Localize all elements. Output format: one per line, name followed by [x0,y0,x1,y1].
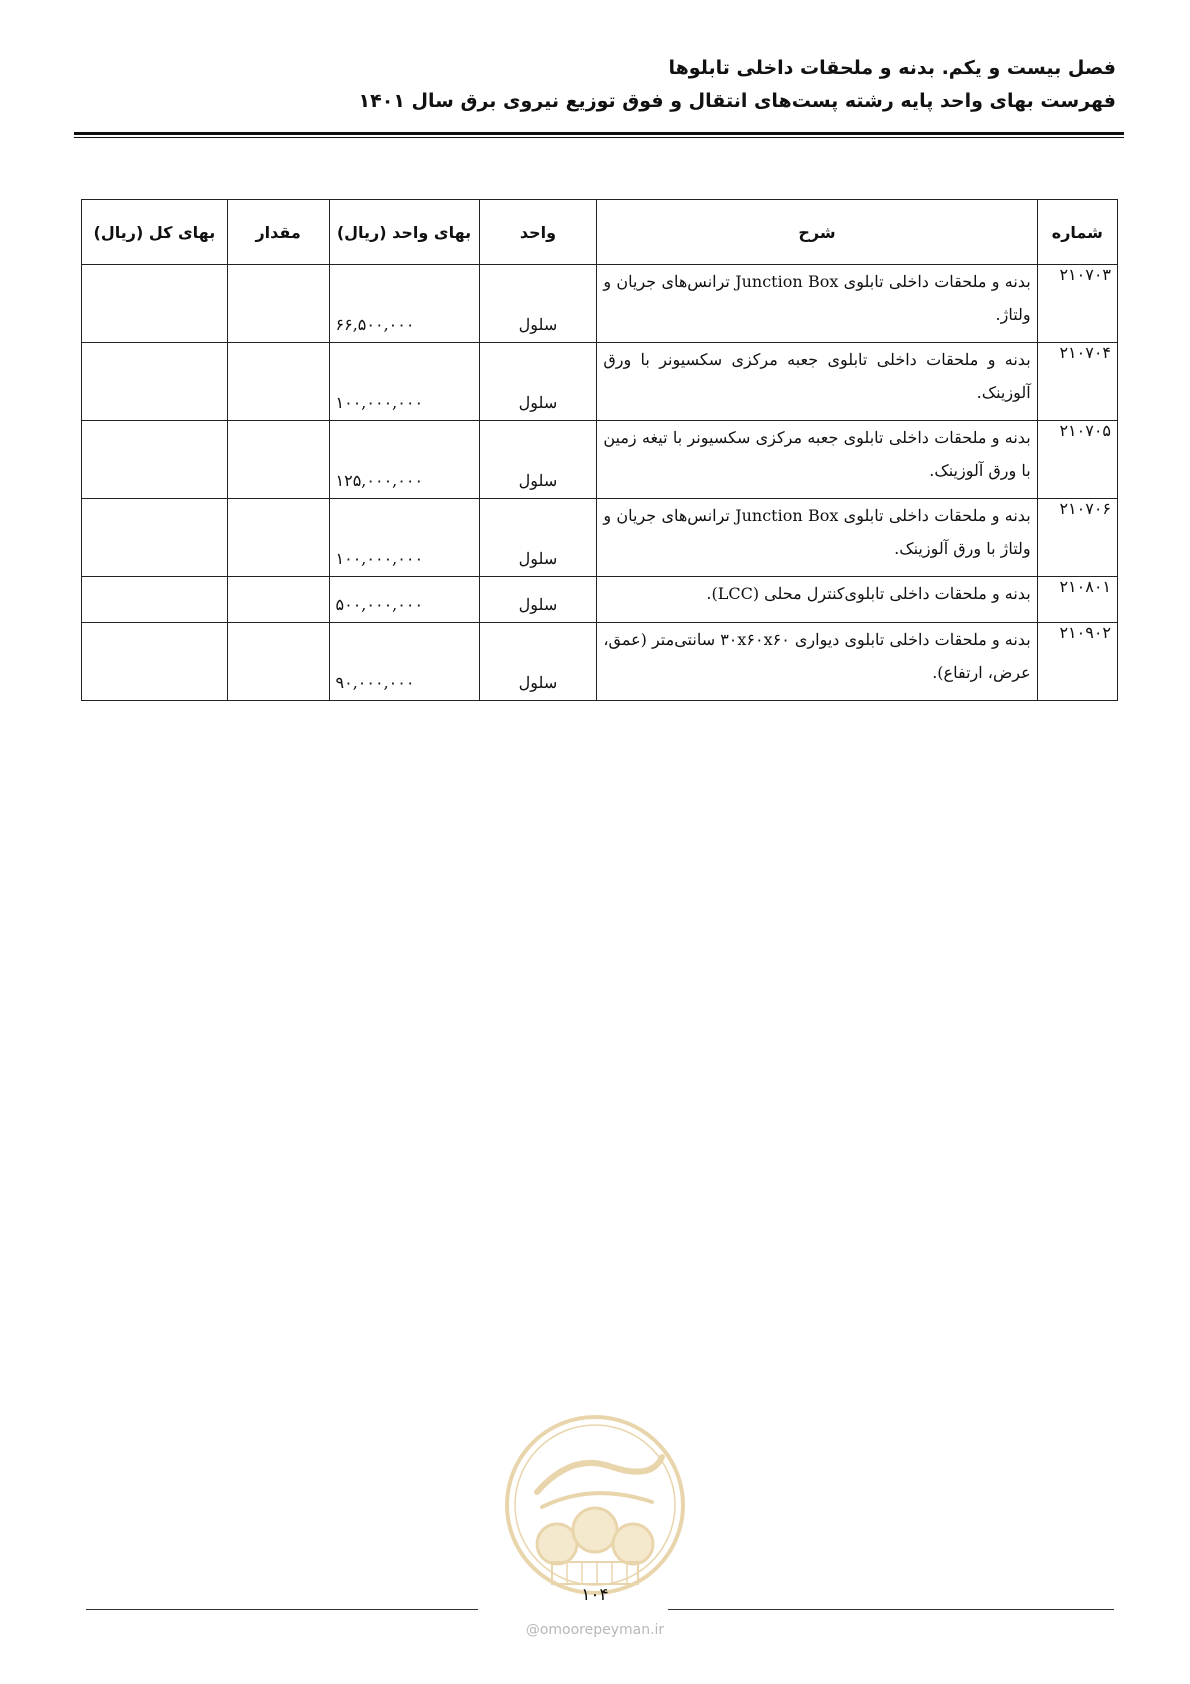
col-header-qty: مقدار [227,200,329,265]
page-header [66,54,1116,116]
row-unit: سلول [479,343,597,421]
watermark-seal-icon [502,1412,688,1598]
row-unit-price: ۱۲۵,۰۰۰,۰۰۰ [329,421,479,499]
row-unit-price: ۱۰۰,۰۰۰,۰۰۰ [329,343,479,421]
row-code: ۲۱۰۷۰۵ [1037,421,1117,499]
row-unit-price: ۵۰۰,۰۰۰,۰۰۰ [329,577,479,623]
website-watermark: @omoorepeyman.ir [525,1622,665,1638]
col-header-code: شماره [1037,200,1117,265]
col-header-unit: واحد [479,200,597,265]
row-total-price [82,623,228,701]
row-quantity [227,421,329,499]
row-description: بدنه و ملحقات داخلی تابلوی دیواری ۳۰x۶۰x۶۰ سانتی‌متر (عمق، عرض، ارتفاع). [597,623,1037,701]
row-code: ۲۱۰۷۰۴ [1037,343,1117,421]
row-unit: سلول [479,265,597,343]
page-number: ۱۰۴ [581,1585,609,1605]
row-unit: سلول [479,499,597,577]
row-total-price [82,265,228,343]
row-unit-price: ۱۰۰,۰۰۰,۰۰۰ [329,499,479,577]
header-rule-thin [74,137,1124,138]
row-unit: سلول [479,577,597,623]
price-list-title: فهرست بهای واحد پایه رشته پست‌های انتقال و فوق توزیع نیروی برق سال ۱۴۰۱ [358,90,1116,112]
row-total-price [82,343,228,421]
table-row [82,499,1118,577]
col-header-unit-price: بهای واحد (ریال) [329,200,479,265]
row-description: بدنه و ملحقات داخلی تابلوی Junction Box ترانس‌های جریان و ولتاژ. [597,265,1037,343]
row-code: ۲۱۰۷۰۶ [1037,499,1117,577]
row-quantity [227,499,329,577]
row-total-price [82,577,228,623]
row-description: بدنه و ملحقات داخلی تابلوی جعبه مرکزی سکسیونر با تیغه زمین با ورق آلوزینک. [597,421,1037,499]
row-code: ۲۱۰۷۰۳ [1037,265,1117,343]
row-code: ۲۱۰۹۰۲ [1037,623,1117,701]
row-total-price [82,499,228,577]
row-description: بدنه و ملحقات داخلی تابلوی Junction Box ترانس‌های جریان و ولتاژ با ورق آلوزینک. [597,499,1037,577]
chapter-title: فصل بیست و یکم. بدنه و ملحقات داخلی تابلوها [668,57,1116,79]
row-description: بدنه و ملحقات داخلی تابلوی جعبه مرکزی سکسیونر با ورق آلوزینک. [597,343,1037,421]
row-quantity [227,623,329,701]
table-row [82,343,1118,421]
col-header-desc: شرح [597,200,1037,265]
row-quantity [227,577,329,623]
row-total-price [82,421,228,499]
table-row [82,265,1118,343]
table-row [82,421,1118,499]
table-row [82,623,1118,701]
row-unit-price: ۶۶,۵۰۰,۰۰۰ [329,265,479,343]
table-row [82,577,1118,623]
footer-rule-left [86,1609,478,1610]
row-quantity [227,265,329,343]
row-unit: سلول [479,623,597,701]
row-quantity [227,343,329,421]
price-table [81,199,1118,701]
row-description: بدنه و ملحقات داخلی تابلوی‌کنترل محلی (LCC). [597,577,1037,623]
row-unit-price: ۹۰,۰۰۰,۰۰۰ [329,623,479,701]
table-header-row [82,200,1118,265]
row-code: ۲۱۰۸۰۱ [1037,577,1117,623]
footer-rule-right [668,1609,1114,1610]
header-rule-thick [74,132,1124,135]
row-unit: سلول [479,421,597,499]
col-header-total: بهای کل (ریال) [82,200,228,265]
